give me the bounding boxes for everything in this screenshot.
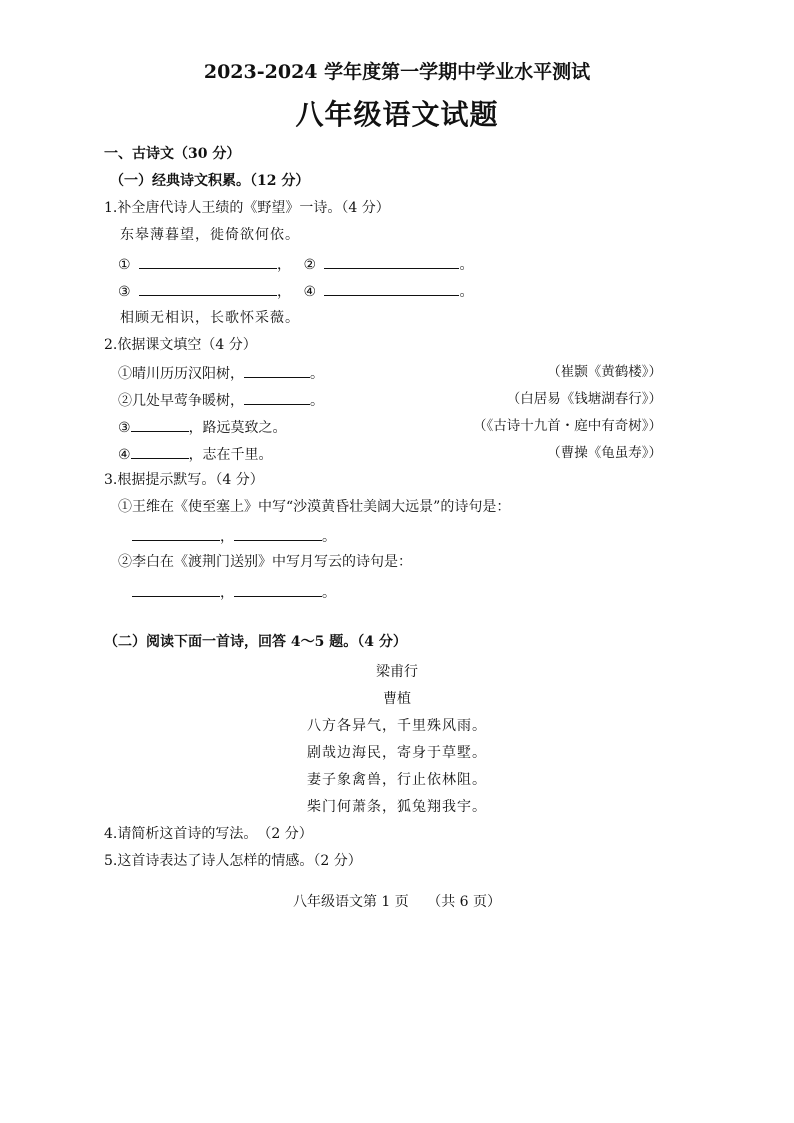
blank-marker-1: ① [118, 257, 131, 273]
q2-source-4: （曹操《龟虽寿》） [547, 445, 662, 461]
q3-blank-3[interactable] [132, 582, 220, 597]
q1-row-1 [118, 254, 473, 274]
q2-source-3: （《古诗十九首・庭中有奇树》） [473, 418, 662, 434]
section-heading: 一、古诗文（30 分） [104, 146, 241, 162]
q3-period-2: 。 [322, 585, 336, 601]
q1-period-1: 。 [459, 257, 474, 273]
blank-marker-3: ③ [118, 284, 131, 300]
exam-header: 2023-2024 学年度第一学期中学业水平测试 [203, 61, 591, 83]
q3-period-1: 。 [322, 529, 336, 545]
q3-blank-1[interactable] [132, 526, 220, 541]
q3-item-2: ②李白在《渡荆门送别》中写月写云的诗句是： [118, 554, 412, 570]
poem-line-1: 八方各异气，千里殊风雨。 [307, 718, 487, 734]
question-3-prompt: 3.根据提示默写。（4 分） [104, 472, 264, 488]
q1-period-2: 。 [459, 284, 474, 300]
q1-comma-2: ， [277, 284, 292, 300]
q3-answer-row-2 [132, 582, 336, 602]
part2-heading: （二）阅读下面一首诗，回答 4～5 题。（4 分） [104, 634, 407, 650]
poem-last-line: 相顾无相识，长歌怀采薇。 [120, 310, 300, 326]
q3-answer-row-1 [132, 526, 336, 546]
q2-source-2: （白居易《钱塘湖春行》） [506, 391, 662, 407]
q2-item-4 [118, 444, 273, 464]
blank-marker-2: ② [303, 257, 317, 273]
question-4: 4.请简析这首诗的写法。 （2 分） [104, 826, 313, 842]
q2-item-1-end: 。 [310, 366, 324, 382]
q2-item-4-marker: ④ [118, 447, 131, 463]
q3-blank-2[interactable] [234, 526, 322, 541]
q1-row-2 [118, 281, 473, 301]
q2-blank-2[interactable] [244, 390, 310, 405]
q2-source-1: （崔颢《黄鹤楼》） [547, 364, 662, 380]
q3-comma-2: ， [220, 585, 234, 601]
question-5: 5.这首诗表达了诗人怎样的情感。（2 分） [104, 853, 362, 869]
answer-blank-3[interactable] [139, 281, 277, 296]
answer-blank-2[interactable] [324, 254, 459, 269]
q2-item-2 [118, 390, 324, 410]
q2-item-2-text: ②几处早莺争暖树， [118, 393, 244, 409]
q2-item-2-end: 。 [310, 393, 324, 409]
poem-line-4: 柴门何萧条，狐兔翔我宇。 [307, 799, 487, 815]
part1-heading: （一）经典诗文积累。（12 分） [110, 173, 310, 189]
q2-item-4-text: ，志在千里。 [188, 447, 273, 463]
exam-title: 八年级语文试题 [295, 98, 499, 131]
q2-item-3-marker: ③ [118, 420, 131, 436]
answer-blank-4[interactable] [324, 281, 459, 296]
poem-title: 梁甫行 [376, 664, 418, 680]
question-2-prompt: 2.依据课文填空（4 分） [104, 337, 257, 353]
q2-blank-3[interactable] [131, 417, 189, 432]
q2-item-1 [118, 363, 324, 383]
question-1-prompt: 1.补全唐代诗人王绩的《野望》一诗。（4 分） [104, 200, 390, 216]
q1-comma-1: ， [277, 257, 292, 273]
q2-item-1-text: ①晴川历历汉阳树， [118, 366, 244, 382]
q2-blank-4[interactable] [131, 444, 189, 459]
answer-blank-1[interactable] [139, 254, 277, 269]
poem-author: 曹植 [383, 691, 411, 707]
q2-blank-1[interactable] [244, 363, 310, 378]
q2-item-3 [118, 417, 287, 437]
q2-item-3-text: ，路远莫致之。 [188, 420, 287, 436]
q3-item-1: ①王维在《使至塞上》中写“沙漠黄昏壮美阔大远景”的诗句是： [118, 499, 511, 515]
poem-line-2: 剧哉边海民，寄身于草墅。 [307, 745, 487, 761]
q3-blank-4[interactable] [234, 582, 322, 597]
poem-first-line: 东皋薄暮望，徙倚欲何依。 [120, 227, 300, 243]
blank-marker-4: ④ [303, 284, 317, 300]
q3-comma-1: ， [220, 529, 234, 545]
poem-line-3: 妻子象禽兽，行止依林阻。 [307, 772, 487, 788]
page-footer: 八年级语文第 1 页 （共 6 页） [292, 894, 502, 910]
